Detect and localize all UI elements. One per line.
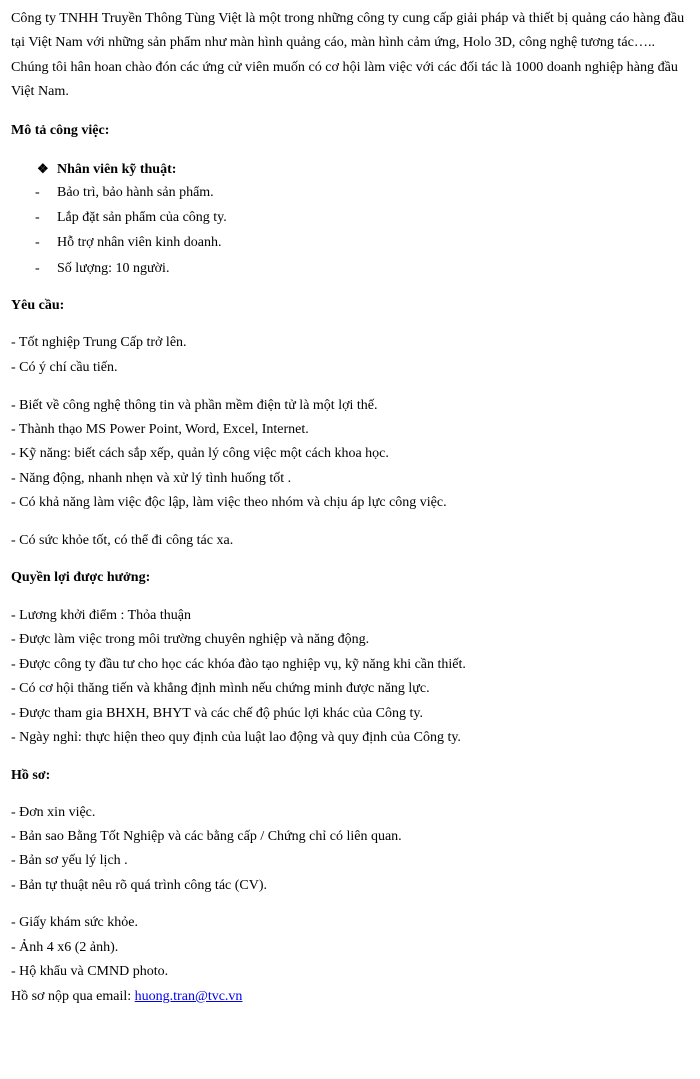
job-task-text: Bảo trì, bảo hành sản phẩm. (57, 185, 214, 200)
dash-bullet: - (35, 185, 40, 200)
benefit-item: - Có cơ hội thăng tiến và khẳng định mình nếu chứng minh được năng lực. (11, 681, 430, 696)
dash-bullet: - (35, 261, 40, 276)
requirement-item: - Năng động, nhanh nhẹn và xử lý tình huống tốt . (11, 471, 292, 486)
requirement-item: - Biết về công nghệ thông tin và phần mềm điện tử là một lợi thế. (11, 398, 378, 413)
benefit-item: - Ngày nghỉ: thực hiện theo quy định của luật lao động và quy định của Công ty. (11, 730, 461, 745)
document-item: - Bản sơ yếu lý lịch . (11, 853, 128, 868)
document-item: - Bản sao Bằng Tốt Nghiệp và các bằng cấp / Chứng chỉ có liên quan. (11, 829, 402, 844)
email-link[interactable]: huong.tran@tvc.vn (134, 989, 243, 1004)
job-task-text: Hỗ trợ nhân viên kinh doanh. (57, 235, 222, 250)
requirement-item: - Có sức khỏe tốt, có thể đi công tác xa. (11, 533, 234, 548)
document-item: - Ảnh 4 x6 (2 ảnh). (11, 940, 119, 955)
submit-label: Hồ sơ nộp qua email: (11, 989, 135, 1004)
intro-paragraph: Công ty TNHH Truyền Thông Tùng Việt là một trong những công ty cung cấp giải pháp và thiết bị quảng cáo hàng đầu tại Việt Nam với những sản phẩm như màn hình quảng cáo, màn hình cảm ứng, Holo 3D, công nghệ tương tác….. Chúng tôi hân hoan chào đón các ứng cử viên muốn có cơ hội làm việc với các đối tác là 1000 doanh nghiệp hàng đầu Việt Nam. (11, 10, 685, 99)
benefit-item: - Được làm việc trong môi trường chuyên nghiệp và năng động. (11, 632, 370, 647)
position-title (37, 159, 176, 180)
job-task-item (35, 208, 227, 228)
job-description-heading: Mô tả công việc: (11, 123, 110, 138)
job-task-item (35, 183, 214, 203)
documents-heading: Hồ sơ: (11, 768, 51, 783)
requirement-item: - Kỹ năng: biết cách sắp xếp, quản lý công việc một cách khoa học. (11, 446, 389, 461)
document-item: - Giấy khám sức khỏe. (11, 915, 138, 930)
submit-instruction (11, 987, 242, 1007)
dash-bullet: - (35, 235, 40, 250)
requirement-item: - Tốt nghiệp Trung Cấp trở lên. (11, 335, 187, 350)
job-task-item (35, 259, 169, 279)
requirement-item: - Thành thạo MS Power Point, Word, Excel, Internet. (11, 422, 309, 437)
benefit-item: - Được công ty đầu tư cho học các khóa đào tạo nghiệp vụ, kỹ năng khi cần thiết. (11, 657, 466, 672)
benefits-heading: Quyền lợi được hưởng: (11, 570, 151, 585)
diamond-bullet-icon: ❖ (37, 161, 49, 176)
requirement-item: - Có khả năng làm việc độc lập, làm việc theo nhóm và chịu áp lực công việc. (11, 495, 447, 510)
benefit-item: - Được tham gia BHXH, BHYT và các chế độ phúc lợi khác của Công ty. (11, 706, 423, 721)
job-task-text: Số lượng: 10 người. (57, 261, 170, 276)
dash-bullet: - (35, 210, 40, 225)
requirement-item: - Có ý chí cầu tiến. (11, 360, 118, 375)
document-item: - Đơn xin việc. (11, 805, 96, 820)
benefit-item: - Lương khởi điểm : Thỏa thuận (11, 608, 191, 623)
document-item: - Bản tự thuật nêu rõ quá trình công tác (CV). (11, 878, 268, 893)
document-item: - Hộ khẩu và CMND photo. (11, 964, 169, 979)
requirements-heading: Yêu cầu: (11, 298, 65, 313)
job-task-item (35, 233, 222, 253)
job-task-text: Lắp đặt sản phẩm của công ty. (57, 210, 227, 225)
position-title-text: Nhân viên kỹ thuật: (57, 162, 177, 177)
